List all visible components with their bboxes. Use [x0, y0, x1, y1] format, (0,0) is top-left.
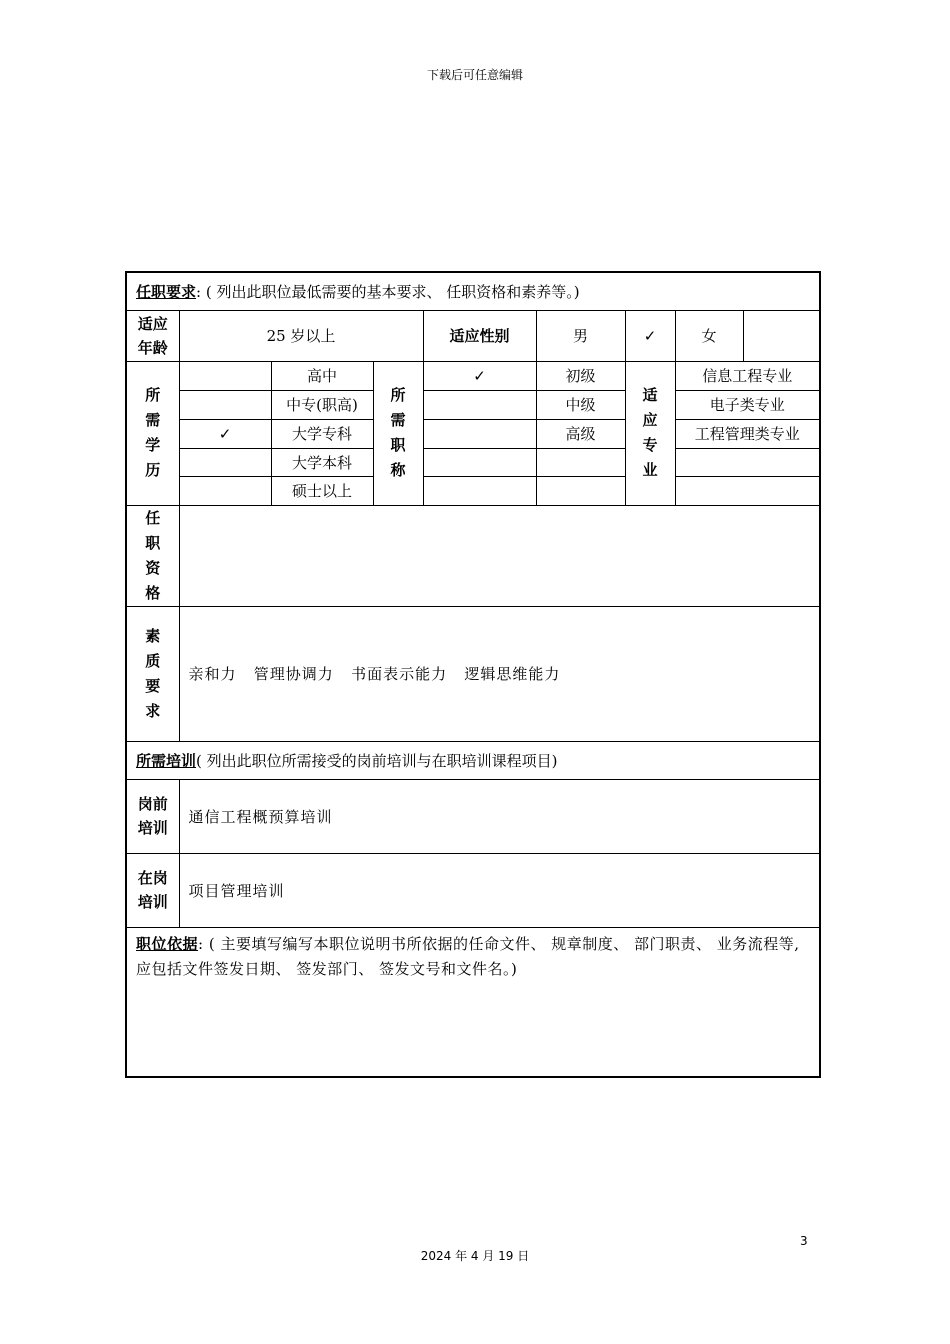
education-label: 所 需 学 历 [126, 361, 179, 505]
education-option: 中专(职高) [271, 390, 373, 419]
onjob-training-value: 项目管理培训 [179, 853, 820, 927]
title-check[interactable] [423, 476, 536, 505]
requirements-header [126, 272, 820, 310]
training-note: ( 列出此职位所需接受的岗前培训与在职培训课程项目) [196, 751, 558, 770]
title-check[interactable] [423, 419, 536, 448]
onjob-training-label: 在岗 培训 [126, 853, 179, 927]
education-option: 高中 [271, 361, 373, 390]
title-option [536, 448, 625, 476]
job-requirements-table [125, 271, 821, 1078]
title-check[interactable] [423, 448, 536, 476]
education-option: 大学本科 [271, 448, 373, 476]
page-number: 3 [800, 1234, 808, 1248]
major-item: 信息工程专业 [675, 361, 820, 390]
quality-label: 素 质 要 求 [126, 606, 179, 741]
education-check[interactable]: ✓ [179, 419, 271, 448]
gender-label: 适应性别 [423, 310, 536, 361]
title-option: 初级 [536, 361, 625, 390]
gender-male: 男 [536, 310, 625, 361]
training-title: 所需培训 [136, 751, 197, 770]
training-header [126, 741, 820, 779]
basis-note: : ( 主要填写编写本职位说明书所依据的任命文件、 规章制度、 部门职责、 业务流程等, 应包括文件签发日期、 签发部门、 签发文号和文件名。) [136, 934, 800, 978]
gender-female: 女 [675, 310, 743, 361]
pre-training-label: 岗前 培训 [126, 779, 179, 853]
major-item [675, 448, 820, 476]
gender-male-check[interactable]: ✓ [625, 310, 675, 361]
education-check[interactable] [179, 476, 271, 505]
title-check[interactable] [423, 390, 536, 419]
title-label: 所 需 职 称 [373, 361, 423, 505]
qualification-label: 任 职 资 格 [126, 505, 179, 606]
requirements-title: 任职要求 [136, 282, 197, 301]
education-option: 大学专科 [271, 419, 373, 448]
title-option: 高级 [536, 419, 625, 448]
header-note: 下载后可任意编辑 [426, 68, 523, 82]
title-option [536, 476, 625, 505]
pre-training-value: 通信工程概预算培训 [179, 779, 820, 853]
quality-value: 亲和力 管理协调力 书面表示能力 逻辑思维能力 [179, 606, 820, 741]
gender-female-check[interactable] [743, 310, 820, 361]
age-label: 适应 年龄 [126, 310, 179, 361]
basis-section [126, 927, 820, 1077]
qualification-value [179, 505, 820, 606]
major-label: 适 应 专 业 [625, 361, 675, 505]
education-check[interactable] [179, 361, 271, 390]
major-item: 电子类专业 [675, 390, 820, 419]
basis-title: 职位依据 [136, 934, 199, 953]
education-option: 硕士以上 [271, 476, 373, 505]
education-check[interactable] [179, 390, 271, 419]
title-check[interactable]: ✓ [423, 361, 536, 390]
education-check[interactable] [179, 448, 271, 476]
requirements-note: : ( 列出此职位最低需要的基本要求、 任职资格和素养等。) [196, 282, 580, 301]
age-value: 25 岁以上 [179, 310, 423, 361]
title-option: 中级 [536, 390, 625, 419]
major-item: 工程管理类专业 [675, 419, 820, 448]
major-item [675, 476, 820, 505]
footer-date: 2024 年 4 月 19 日 [420, 1249, 530, 1263]
